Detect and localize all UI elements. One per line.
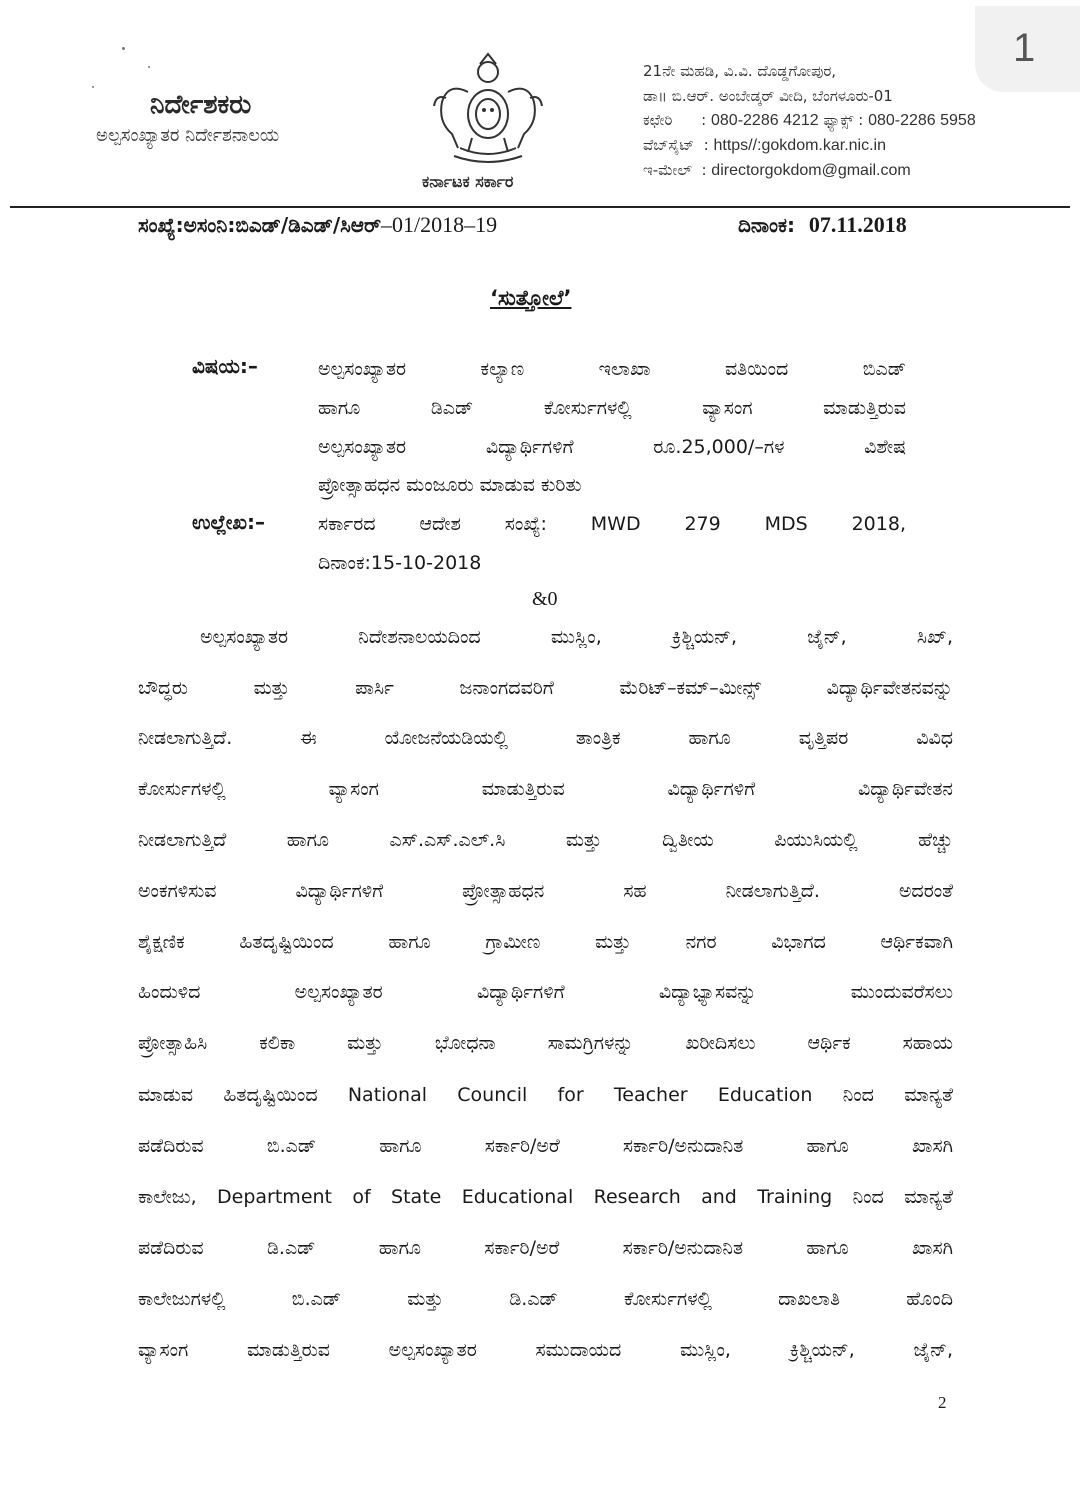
subject-label: ವಿಷಯ:–	[192, 354, 258, 378]
body-line: ಅಲ್ಪಸಂಖ್ಯಾತರ ನಿದೇಶನಾಲಯದಿಂದ ಮುಸ್ಲಿಂ, ಕ್ರಿಶ್ಚಿಯನ್, ಜೈನ್, ಸಿಖ್,	[200, 626, 953, 648]
subject-line: ಹಾಗೂ ಡಿಎಡ್ ಕೋರ್ಸುಗಳಲ್ಲಿ ವ್ಯಾಸಂಗ ಮಾಡುತ್ತಿರುವ	[318, 397, 906, 419]
body-line: ಪ್ರೋತ್ಸಾಹಿಸಿ ಕಲಿಕಾ ಮತ್ತು ಭೋಧನಾ ಸಾಮಗ್ರಿಗಳನ್ನು ಖರೀದಿಸಲು ಆರ್ಥಿಕ ಸಹಾಯ	[138, 1032, 953, 1054]
email-label: ಇ-ಮೇಲ್	[643, 161, 692, 179]
body-line: ಅಂಕಗಳಿಸುವ ವಿದ್ಯಾರ್ಥಿಗಳಿಗೆ ಪ್ರೋತ್ಸಾಹಧನ ಸಹ ನೀಡಲಾಗುತ್ತಿದೆ. ಅದರಂತೆ	[138, 880, 953, 902]
body-line: ಮಾಡುವ ಹಿತದೃಷ್ಟಿಯಿಂದ National Council for Teacher Education ನಿಂದ ಮಾನ್ಯತೆ	[138, 1084, 953, 1106]
directorate-name: ಅಲ್ಪಸಂಖ್ಯಾತರ ನಿರ್ದೇಶನಾಲಯ	[96, 125, 280, 146]
subject-line: ಪ್ರೋತ್ಸಾಹಧನ ಮಂಜೂರು ಮಾಡುವ ಕುರಿತು	[318, 474, 582, 496]
page-badge	[975, 6, 1080, 92]
office-phone: 080-2286 4212	[711, 112, 819, 129]
reference-label: ಉಲ್ಲೇಖ:–	[192, 510, 265, 534]
date-label: ದಿನಾಂಕ:	[738, 213, 795, 237]
body-line: ಕೋರ್ಸುಗಳಲ್ಲಿ ವ್ಯಾಸಂಗ ಮಾಡುತ್ತಿರುವ ವಿದ್ಯಾರ್ಥಿಗಳಿಗೆ ವಿದ್ಯಾರ್ಥಿವೇತನ	[138, 778, 953, 800]
karnataka-emblem-icon	[428, 52, 548, 167]
body-line: ವ್ಯಾಸಂಗ ಮಾಡುತ್ತಿರುವ ಅಲ್ಪಸಂಖ್ಯಾತರ ಸಮುದಾಯದ ಮುಸ್ಲಿಂ, ಕ್ರಿಶ್ಚಿಯನ್, ಜೈನ್,	[138, 1339, 953, 1361]
reference-prefix: ಸಂಖ್ಯೆ:ಅಸಂನಿ:ಬಿಎಡ್/ಡಿಎಡ್/ಸಿಆರ್	[138, 213, 382, 237]
circular-heading: ‘ಸುತ್ತೋಲೆ’	[490, 286, 572, 310]
body-line: ನೀಡಲಾಗುತ್ತಿದೆ ಹಾಗೂ ಎಸ್.ಎಸ್.ಎಲ್.ಸಿ ಮತ್ತು ದ್ವಿತೀಯ ಪಿಯುಸಿಯಲ್ಲಿ ಹೆಚ್ಚು	[138, 829, 953, 851]
date-value: 07.11.2018	[808, 212, 907, 237]
fax-number: 080-2286 5958	[868, 112, 976, 129]
header-divider	[10, 206, 1070, 208]
body-line: ಪಡೆದಿರುವ ಡಿ.ಎಡ್ ಹಾಗೂ ಸರ್ಕಾರಿ/ಅರೆ ಸರ್ಕಾರಿ/ಅನುದಾನಿತ ಹಾಗೂ ಖಾಸಗಿ	[138, 1237, 953, 1259]
page-badge-number: 1	[1013, 26, 1036, 70]
subject-line: ಅಲ್ಪಸಂಖ್ಯಾತರ ಕಲ್ಯಾಣ ಇಲಾಖಾ ವತಿಯಿಂದ ಬಿಎಡ್	[318, 358, 906, 380]
section-separator: &0	[532, 588, 558, 610]
reference-suffix: –01/2018–19	[381, 212, 498, 237]
office-contact-row: ಕಛೇರಿ : 080-2286 4212 ಫ್ಯಾಕ್ಸ್ : 080-2286 5958	[643, 111, 976, 129]
subject-line: ಅಲ್ಪಸಂಖ್ಯಾತರ ವಿದ್ಯಾರ್ಥಿಗಳಿಗೆ ರೂ.25,000/–ಗಳ ವಿಶೇಷ	[318, 436, 906, 458]
email-row: ಇ-ಮೇಲ್ : directorgokdom@gmail.com	[643, 161, 911, 179]
body-line: ಪಡೆದಿರುವ ಬಿ.ಎಡ್ ಹಾಗೂ ಸರ್ಕಾರಿ/ಅರೆ ಸರ್ಕಾರಿ/ಅನುದಾನಿತ ಹಾಗೂ ಖಾಸಗಿ	[138, 1135, 953, 1157]
address-line-2: ಡಾ॥ ಬಿ.ಆರ್. ಅಂಬೇಡ್ಕರ್ ವೀದಿ, ಬೆಂಗಳೂರು-01	[643, 87, 893, 105]
reference-line: ದಿನಾಂಕ:15-10-2018	[318, 552, 482, 574]
body-line: ಕಾಲೇಜುಗಳಲ್ಲಿ ಬಿ.ಎಡ್ ಮತ್ತು ಡಿ.ಎಡ್ ಕೋರ್ಸುಗಳಲ್ಲಿ ದಾಖಲಾತಿ ಹೊಂದಿ	[138, 1288, 953, 1310]
website-label: ವೆಬ್‌ಸೈಟ್	[643, 136, 695, 154]
body-line: ಕಾಲೇಜು, Department of State Educational Research and Training ನಿಂದ ಮಾನ್ಯತೆ	[138, 1186, 953, 1208]
website-link[interactable]: https//:gokdom.kar.nic.in	[713, 137, 886, 154]
website-row: ವೆಬ್‌ಸೈಟ್ : https//:gokdom.kar.nic.in	[643, 136, 886, 154]
body-line: ಬೌದ್ಧರು ಮತ್ತು ಪಾರ್ಸಿ ಜನಾಂಗದವರಿಗೆ ಮೆರಿಟ್–ಕಮ್–ಮೀನ್ಸ್ ವಿದ್ಯಾರ್ಥಿವೇತನವನ್ನು	[138, 677, 953, 699]
address-line-1: 21ನೇ ಮಹಡಿ, ವಿ.ವಿ. ದೊಡ್ಡಗೋಪುರ,	[643, 62, 837, 80]
body-line: ಹಿಂದುಳಿದ ಅಲ್ಪಸಂಖ್ಯಾತರ ವಿದ್ಯಾರ್ಥಿಗಳಿಗೆ ವಿದ್ಯಾಭ್ಯಾಸವನ್ನು ಮುಂದುವರೆಸಲು	[138, 981, 953, 1003]
body-line: ನೀಡಲಾಗುತ್ತಿದೆ. ಈ ಯೋಜನೆಯಡಿಯಲ್ಲಿ ತಾಂತ್ರಿಕ ಹಾಗೂ ವೃತ್ತಿಪರ ವಿವಿಧ	[138, 727, 953, 749]
fax-label: ಫ್ಯಾಕ್ಸ್	[823, 111, 854, 129]
director-title: ನಿರ್ದೇಶಕರು	[150, 90, 252, 120]
document-date	[738, 212, 907, 238]
office-label: ಕಛೇರಿ	[643, 111, 673, 129]
reference-number	[138, 212, 497, 238]
body-line: ಶೈಕ್ಷಣಿಕ ಹಿತದೃಷ್ಟಿಯಿಂದ ಹಾಗೂ ಗ್ರಾಮೀಣ ಮತ್ತು ನಗರ ವಿಭಾಗದ ಆರ್ಥಿಕವಾಗಿ	[138, 931, 953, 953]
email-link[interactable]: directorgokdom@gmail.com	[711, 162, 911, 179]
page-number: 2	[938, 1393, 947, 1412]
government-name: ಕರ್ನಾಟಕ ಸರ್ಕಾರ	[422, 172, 514, 191]
reference-line: ಸರ್ಕಾರದ ಆದೇಶ ಸಂಖ್ಯೆ: MWD 279 MDS 2018,	[318, 513, 906, 535]
